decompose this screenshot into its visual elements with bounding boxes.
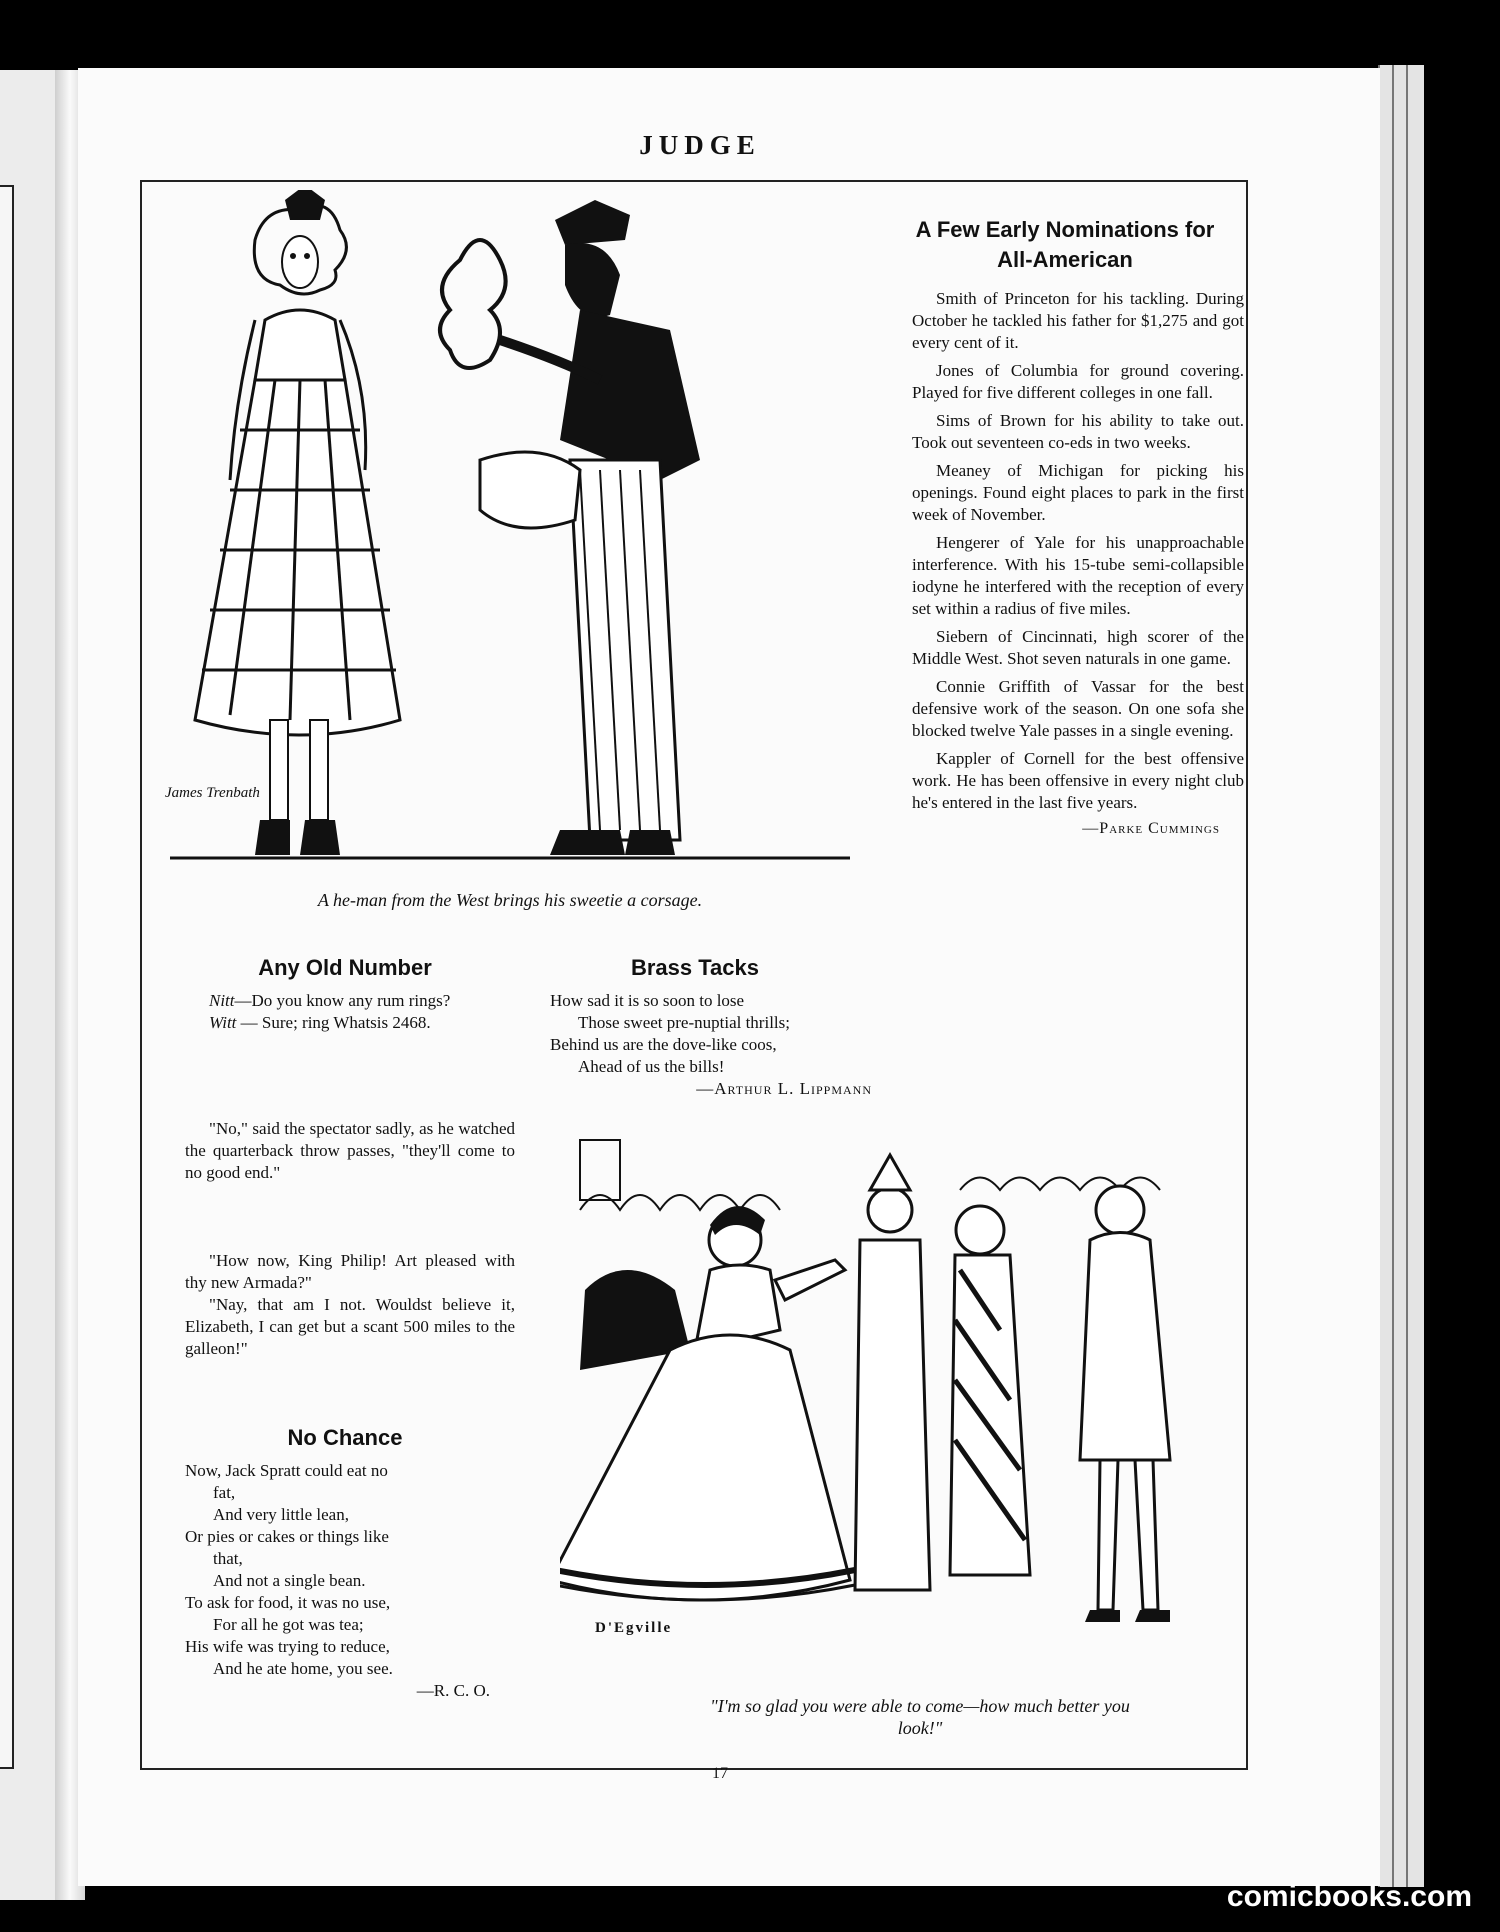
page-number: 17 bbox=[712, 1765, 728, 1782]
gentleman-figure bbox=[1080, 1186, 1170, 1622]
nitt-line: —Do you know any rum rings? bbox=[234, 991, 451, 1010]
nominations-body bbox=[912, 288, 1244, 838]
girl-figure bbox=[195, 190, 400, 855]
poem-line: To ask for food, it was no use, bbox=[185, 1593, 391, 1612]
poem-line: Those sweet pre-nuptial thrills; bbox=[578, 1013, 790, 1032]
poem-line: And very little lean, bbox=[213, 1505, 349, 1524]
nomination-paragraph: Hengerer of Yale for his unapproachable interference. With his 15-tube semi-collapsible iodyne he interfered with the reception of every set within a radius of five miles. bbox=[912, 533, 1244, 618]
nominations-title-line2: All-American bbox=[997, 247, 1133, 272]
bottom-cartoon-signature: D'Egville bbox=[595, 1620, 673, 1636]
bottom-cartoon bbox=[560, 1130, 1240, 1690]
spectator-joke: "No," said the spectator sadly, as he watched the quarterback throw passes, "they'll come to no good end." bbox=[185, 1119, 515, 1182]
poem-line: And not a single bean. bbox=[213, 1571, 366, 1590]
poem-line: that, bbox=[213, 1549, 243, 1568]
brass-tacks-poem bbox=[550, 990, 890, 1100]
brass-tacks-title: Brass Tacks bbox=[630, 955, 759, 980]
woman-figure bbox=[560, 1206, 855, 1600]
poem-line: Or pies or cakes or things like bbox=[185, 1527, 389, 1546]
nominations-title-line1: A Few Early Nominations for bbox=[915, 217, 1215, 242]
no-chance-title: No Chance bbox=[287, 1425, 403, 1450]
speaker-nitt: Nitt bbox=[209, 991, 235, 1010]
poem-line: And he ate home, you see. bbox=[213, 1659, 393, 1678]
poem-line: Behind us are the dove-like coos, bbox=[550, 1035, 777, 1054]
nomination-paragraph: Jones of Columbia for ground covering. Played for five different colleges in one fall. bbox=[912, 361, 1244, 402]
witt-line: — Sure; ring Whatsis 2468. bbox=[236, 1013, 431, 1032]
bottom-caption-line1: "I'm so glad you were able to come—how much better you bbox=[710, 1696, 1130, 1716]
king-philip-line1: "How now, King Philip! Art pleased with thy new Armada?" bbox=[185, 1251, 515, 1292]
nomination-paragraph: Meaney of Michigan for picking his openings. Found eight places to park in the first week of November. bbox=[912, 461, 1244, 524]
bottom-caption-line2: look!" bbox=[897, 1718, 943, 1738]
no-chance-byline: —R. C. O. bbox=[416, 1681, 490, 1700]
nomination-paragraph: Connie Griffith of Vassar for the best defensive work of the season. On one sofa she blocked twelve Yale passes in a single evening. bbox=[912, 677, 1244, 740]
top-cartoon-caption: A he-man from the West brings his sweetie a corsage. bbox=[317, 890, 703, 910]
bottom-cartoon-caption bbox=[600, 1695, 1240, 1739]
poem-line: How sad it is so soon to lose bbox=[550, 991, 745, 1010]
nomination-paragraph: Siebern of Cincinnati, high scorer of the Middle West. Shot seven naturals in one game. bbox=[912, 627, 1244, 668]
poem-line: Now, Jack Spratt could eat no bbox=[185, 1461, 388, 1480]
poem-line: For all he got was tea; bbox=[213, 1615, 364, 1634]
poem-line: Ahead of us the bills! bbox=[578, 1057, 725, 1076]
king-philip-joke bbox=[185, 1250, 515, 1360]
poem-line: fat, bbox=[213, 1483, 236, 1502]
nominations-byline: —Parke Cummings bbox=[1082, 820, 1220, 837]
watermark: comicbooks.com bbox=[1226, 1880, 1472, 1913]
poem-line: His wife was trying to reduce, bbox=[185, 1637, 390, 1656]
page-stack-3 bbox=[1406, 65, 1424, 1887]
any-old-number-body bbox=[185, 990, 515, 1034]
nomination-paragraph: Smith of Princeton for his tackling. During October he tackled his father for $1,275 and got every cent of it. bbox=[912, 289, 1244, 352]
any-old-number-title: Any Old Number bbox=[258, 955, 432, 980]
nomination-paragraph: Kappler of Cornell for the best offensive work. He has been offensive in every night club he's entered in the last five years. bbox=[912, 749, 1244, 812]
clown-figure bbox=[855, 1155, 1030, 1590]
nominations-title bbox=[895, 215, 1235, 275]
top-cartoon-signature: James Trenbath bbox=[165, 785, 260, 801]
king-philip-line2: "Nay, that am I not. Wouldst believe it, Elizabeth, I can get but a scant 500 miles to the galleon!" bbox=[185, 1295, 515, 1358]
cowboy-figure bbox=[440, 200, 700, 855]
nomination-paragraph: Sims of Brown for his ability to take out. Took out seventeen co-eds in two weeks. bbox=[912, 411, 1244, 452]
masthead: JUDGE bbox=[639, 130, 761, 160]
top-cartoon bbox=[160, 190, 860, 870]
speaker-witt: Witt bbox=[209, 1013, 237, 1032]
no-chance-poem bbox=[185, 1460, 520, 1702]
brass-tacks-byline: —Arthur L. Lippmann bbox=[696, 1079, 872, 1098]
